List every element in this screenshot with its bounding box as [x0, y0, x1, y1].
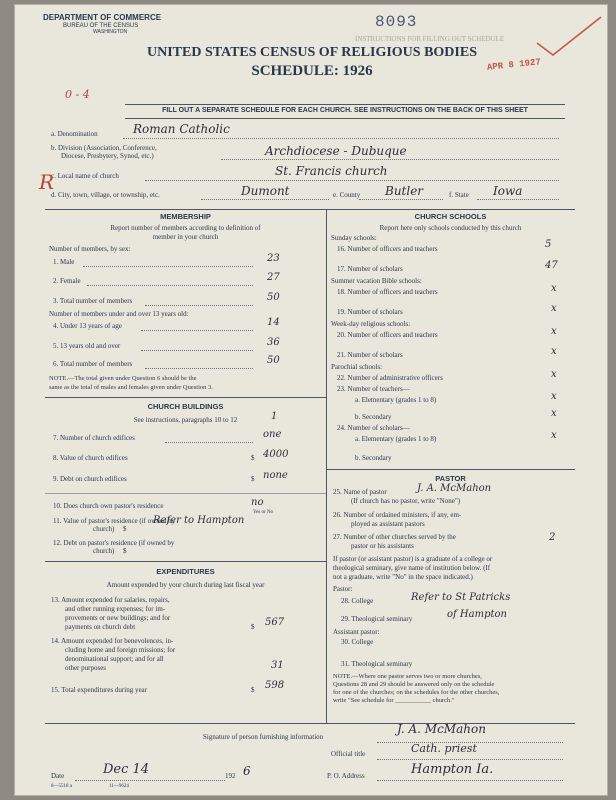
q24b-label: b. Secondary: [355, 454, 392, 462]
q6-label: 6. Total number of members: [53, 360, 133, 368]
city-label-field: d. City, town, village, or township, etc.: [51, 191, 160, 199]
state-value: Iowa: [493, 184, 523, 198]
pastor-heading: PASTOR: [435, 474, 466, 483]
membership-note: NOTE.—The total given under Question 6 should be the: [49, 375, 197, 382]
form-title: UNITED STATES CENSUS OF RELIGIOUS BODIES: [146, 45, 477, 60]
q3-label: 3. Total number of members: [53, 297, 133, 305]
yes-no-hint: Yes or No: [253, 510, 274, 515]
year-value: 6: [243, 764, 251, 778]
q9-dollar: $: [251, 475, 255, 483]
q21-label: 21. Number of scholars: [337, 351, 403, 359]
q23a-label: a. Elementary (grades 1 to 8): [355, 396, 437, 404]
q27-label-2: pastor or his assistants: [351, 542, 414, 550]
q27-label: 27. Number of other churches served by the: [333, 533, 456, 541]
signature-value: J. A. McMahon: [397, 722, 486, 736]
graduate-note-3: not a graduate, write "No" in the space indicated.): [333, 573, 473, 581]
q9-value: none: [263, 470, 288, 481]
q12-label: 12. Debt on pastor's residence (if owned by: [53, 539, 175, 547]
print-code: 11—9624: [109, 784, 129, 789]
q7-value: one: [263, 429, 282, 440]
q10-value: no: [251, 497, 264, 508]
instruction-banner: FILL OUT A SEPARATE SCHEDULE FOR EACH CHURCH. SEE INSTRUCTIONS ON THE BACK OF THIS SHEET: [162, 107, 528, 114]
schedule-title: SCHEDULE: 1926: [251, 63, 373, 79]
pastor-note-4: write "See schedule for ___________ church.": [333, 697, 455, 704]
q17-value: 47: [545, 260, 558, 271]
q9-label: 9. Debt on church edifices: [53, 475, 127, 483]
q13-label: 13. Amount expended for salaries, repairs,: [51, 596, 170, 604]
q11-label-2: church): [93, 525, 115, 533]
q20-label: 20. Number of officers and teachers: [337, 331, 438, 339]
q16-value: 5: [545, 239, 552, 250]
q1-label: 1. Male: [53, 258, 75, 266]
schools-heading: CHURCH SCHOOLS: [414, 212, 487, 221]
pastor-note: NOTE.—Where one pastor serves two or more churches,: [333, 673, 482, 680]
city-value: Dumont: [241, 184, 290, 198]
division-value: Archdiocese - Dubuque: [265, 144, 407, 158]
buildings-heading: CHURCH BUILDINGS: [147, 402, 224, 411]
q13-label-4: payments on church debt: [65, 623, 136, 631]
q25-value: J. A. McMahon: [417, 483, 492, 494]
q25-label: 25. Name of pastor: [333, 488, 387, 496]
q21-value: x: [551, 346, 557, 357]
church-name-label: c. Local name of church: [51, 172, 119, 180]
q16-label: 16. Number of officers and teachers: [337, 245, 438, 253]
q26-label-2: ployed as assistant pastors: [351, 520, 425, 528]
assistant-label: Assistant pastor:: [333, 628, 380, 636]
q8-label: 8. Value of church edifices: [53, 454, 128, 462]
official-title-label: Official title: [331, 750, 366, 758]
department-label: DEPARTMENT OF COMMERCE: [43, 13, 162, 22]
q14-label-4: other purposes: [65, 664, 107, 672]
q23b-label: b. Secondary: [355, 413, 392, 421]
expenditures-intro: Amount expended by your church during last fiscal year: [106, 581, 265, 589]
q28-label: 28. College: [341, 597, 374, 605]
summer-label: Summer vacation Bible schools:: [331, 277, 422, 285]
denomination-label: a. Denomination: [51, 130, 98, 138]
q29-label: 29. Theological seminary: [341, 615, 413, 623]
q18-label: 18. Number of officers and teachers: [337, 288, 438, 296]
q20-value: x: [551, 326, 557, 337]
q8-dollar: $: [251, 454, 255, 462]
q23-label: 23. Number of teachers—: [337, 385, 410, 393]
q18-value: x: [551, 283, 557, 294]
q12-label-2: church): [93, 547, 115, 555]
q29-value: of Hampton: [447, 609, 507, 620]
q13-label-2: and other running expenses; for im-: [65, 605, 166, 613]
q1-value: 23: [267, 253, 280, 264]
po-address-value: Hampton Ia.: [411, 762, 494, 777]
q2-label: 2. Female: [53, 277, 81, 285]
q11-value: Refer to Hampton: [153, 515, 245, 526]
q8-value: 4000: [263, 449, 289, 460]
schools-intro: Report here only schools conducted by this church: [379, 224, 522, 232]
q14-label-3: denominational support; and for all: [65, 655, 164, 663]
form-number: 8093: [375, 13, 418, 31]
q19-value: x: [551, 303, 557, 314]
denomination-value: Roman Catholic: [133, 122, 230, 136]
q22-label: 22. Number of administrative officers: [337, 374, 443, 382]
sunday-label: Sunday schools:: [331, 234, 377, 242]
membership-intro: Report number of members according to definition of: [110, 224, 261, 232]
expenditures-heading: EXPENDITURES: [156, 567, 215, 576]
q30-label: 30. College: [341, 638, 374, 646]
bureau-label: BUREAU OF THE CENSUS: [63, 23, 139, 29]
pastor-label: Pastor:: [333, 585, 353, 593]
by-sex-label: Number of members, by sex:: [49, 245, 131, 253]
q14-label-2: cluding home and foreign missions; for: [65, 646, 176, 654]
q22-value: x: [551, 369, 557, 380]
graduate-note-2: theological seminary, give name of institution below. (If: [333, 564, 491, 572]
weekday-label: Week-day religious schools:: [331, 320, 411, 328]
official-title-value: Cath. priest: [411, 742, 477, 755]
q4-label: 4. Under 13 years of age: [53, 322, 122, 330]
division-label: b. Division (Association, Conference,: [51, 144, 157, 152]
q4-value: 14: [267, 317, 280, 328]
code-mark: 0 - 4: [65, 88, 90, 101]
received-stamp: APR 8 1927: [486, 57, 542, 73]
date-label: Date: [51, 772, 65, 780]
q17-label: 17. Number of scholars: [337, 265, 403, 273]
q23a-value: x: [551, 391, 557, 402]
q5-label: 5. 13 years old and over: [53, 342, 121, 350]
form-code: 8—5518 a: [51, 784, 72, 789]
by-age-label: Number of members under and over 13 years old:: [49, 310, 189, 318]
q6-value: 50: [267, 355, 280, 366]
buildings-intro: See instructions, paragraphs 10 to 12: [133, 416, 238, 424]
signature-label: Signature of person furnishing information: [203, 733, 324, 741]
membership-heading: MEMBERSHIP: [160, 212, 211, 221]
q7-extra-mark: 1: [271, 411, 278, 422]
graduate-note: If pastor (or assistant pastor) is a graduate of a college or: [333, 555, 493, 563]
q14-label: 14. Amount expended for benevolences, in-: [51, 637, 174, 645]
q14-value: 31: [271, 660, 284, 671]
division-label-2: Diocese, Presbytery, Synod, etc.): [61, 152, 154, 160]
census-form: [14, 4, 608, 796]
q2-value: 27: [267, 272, 280, 283]
q11-dollar: $: [123, 525, 127, 533]
q15-label: 15. Total expenditures during year: [51, 686, 147, 694]
q3-value: 50: [267, 292, 280, 303]
q24a-value: x: [551, 430, 557, 441]
q13-value: 567: [265, 617, 285, 628]
q26-label: 26. Number of ordained ministers, if any, em-: [333, 511, 462, 519]
q24a-label: a. Elementary (grades 1 to 8): [355, 435, 437, 443]
church-name-value: St. Francis church: [275, 164, 388, 178]
q27-value: 2: [549, 532, 556, 543]
q13-dollar: $: [251, 623, 255, 631]
q10-label: 10. Does church own pastor's residence: [53, 502, 164, 510]
city-label: WASHINGTON: [93, 29, 128, 35]
date-value: Dec 14: [103, 762, 150, 777]
po-address-label: P. O. Address: [327, 772, 365, 780]
county-label: e. County: [333, 191, 361, 199]
pastor-note-2: Questions 28 and 29 should be answered only on the schedule: [333, 681, 495, 688]
parochial-label: Parochial schools:: [331, 363, 383, 371]
q19-label: 19. Number of scholars: [337, 308, 403, 316]
membership-intro-2: member in your church: [152, 233, 219, 241]
margin-mark: R: [39, 170, 55, 194]
q13-label-3: provements or new buildings; and for: [65, 614, 171, 622]
q12-dollar: $: [123, 547, 127, 555]
q5-value: 36: [267, 337, 280, 348]
q28-value: Refer to St Patricks: [411, 592, 511, 603]
q15-value: 598: [265, 680, 285, 691]
q15-dollar: $: [251, 686, 255, 694]
q11-label: 11. Value of pastor's residence (if owned by: [53, 517, 176, 525]
q23b-value: x: [551, 408, 557, 419]
pastor-note-3: for one of the churches; on the schedules for the other churches,: [333, 689, 500, 696]
county-value: Butler: [385, 184, 424, 198]
q31-label: 31. Theological seminary: [341, 660, 413, 668]
membership-note-2: same as the total of males and females given under Question 3.: [49, 384, 213, 391]
q7-label: 7. Number of church edifices: [53, 434, 135, 442]
state-label: f. State: [449, 191, 469, 199]
year-prefix: 192: [225, 772, 236, 780]
q25-hint: (If church has no pastor, write "None"): [351, 497, 461, 505]
faded-heading: INSTRUCTIONS FOR FILLING OUT SCHEDULE: [355, 35, 505, 43]
q24-label: 24. Number of scholars—: [337, 424, 410, 432]
